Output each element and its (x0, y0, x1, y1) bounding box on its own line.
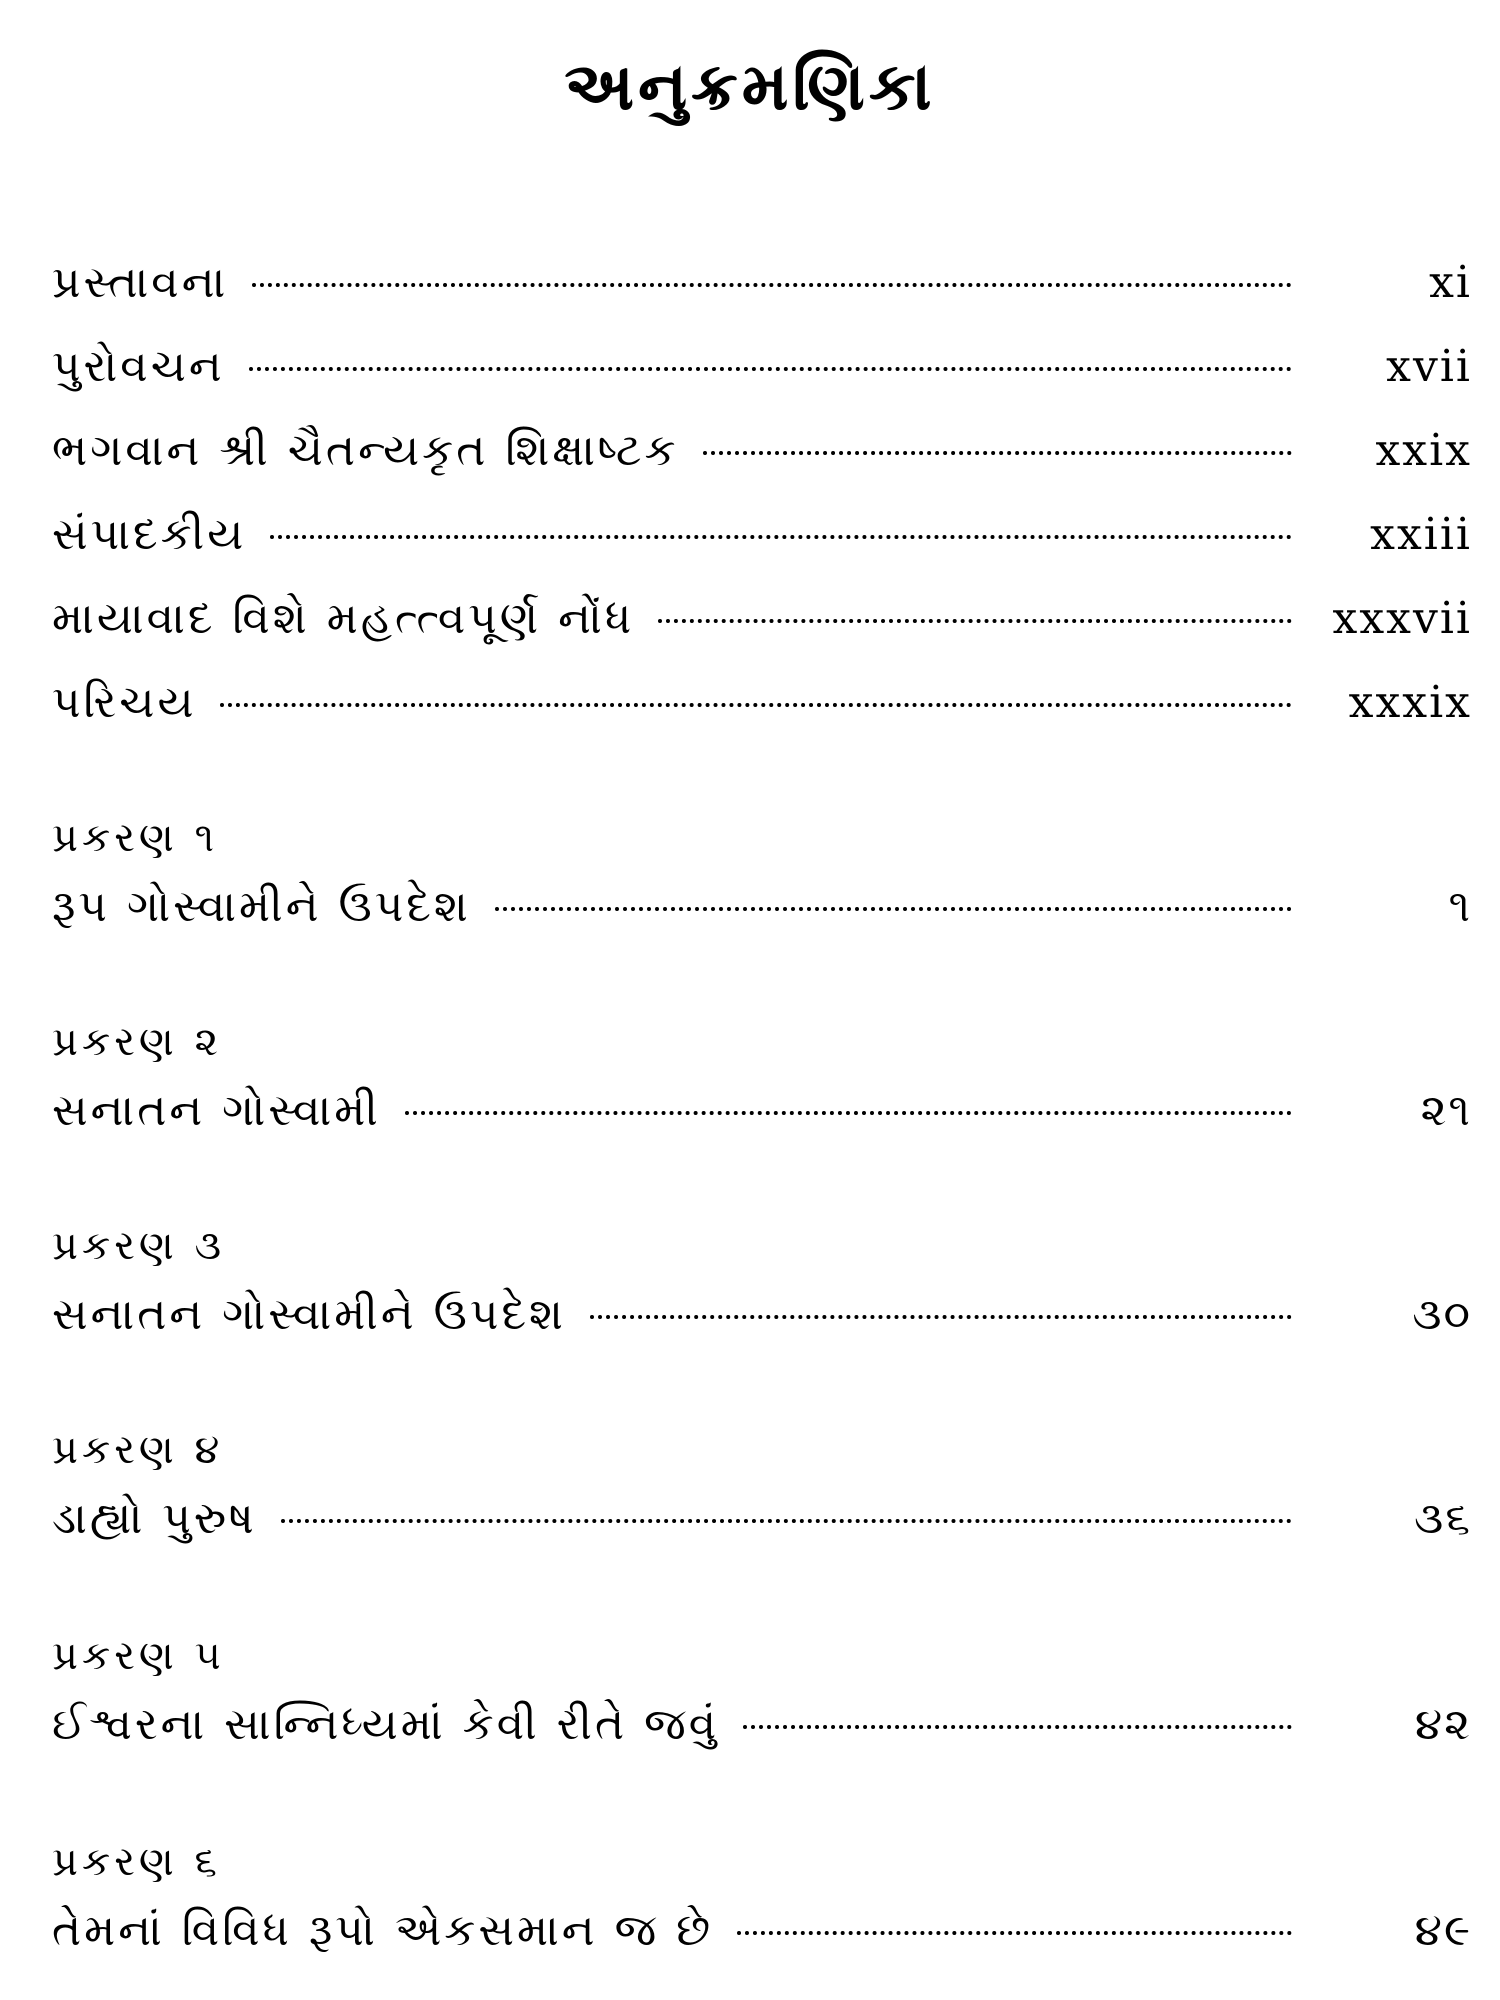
dot-leader (220, 703, 1292, 707)
dot-leader (281, 1519, 1292, 1523)
toc-entry-label: પ્રસ્તાવના (52, 257, 229, 308)
toc-entry-page: ૪૨ (1414, 1699, 1472, 1750)
dot-leader (249, 367, 1292, 371)
toc-entry-page: xxiii (1370, 509, 1472, 560)
toc-entry-page: ૨૧ (1420, 1085, 1472, 1136)
toc-entry[interactable] (52, 872, 1472, 942)
toc-entry[interactable] (52, 584, 1472, 654)
chapter-heading: પ્રકરણ ૧ (52, 815, 219, 861)
toc-entry[interactable] (52, 1896, 1472, 1966)
dot-leader (270, 535, 1292, 539)
dot-leader (252, 283, 1292, 287)
toc-entry-label: રૂપ ગોસ્વામીને ઉપદેશ (52, 881, 471, 932)
toc-entry[interactable] (52, 1690, 1472, 1760)
toc-entry[interactable] (52, 1280, 1472, 1350)
toc-entry[interactable] (52, 668, 1472, 738)
toc-entry-label: પરિચય (52, 677, 197, 728)
chapter-heading: પ્રકરણ ૬ (52, 1839, 221, 1885)
toc-entry-page: xxxvii (1332, 593, 1472, 644)
toc-entry[interactable] (52, 500, 1472, 570)
toc-entry[interactable] (52, 416, 1472, 486)
toc-entry-label: પુરોવચન (52, 341, 225, 392)
toc-entry[interactable] (52, 1484, 1472, 1554)
dot-leader (405, 1111, 1292, 1115)
toc-entry-label: સનાતન ગોસ્વામી (52, 1085, 381, 1136)
chapter-heading: પ્રકરણ ૫ (52, 1633, 225, 1679)
toc-entry-page: ૩૬ (1414, 1493, 1472, 1544)
dot-leader (658, 619, 1292, 623)
toc-entry-label: ઈશ્વરના સાન્નિધ્યમાં કેવી રીતે જવું (52, 1699, 720, 1750)
toc-entry-page: xxix (1375, 425, 1472, 476)
dot-leader (703, 451, 1292, 455)
toc-entry[interactable] (52, 1076, 1472, 1146)
toc-entry-label: ડાહ્યો પુરુષ (52, 1493, 257, 1544)
toc-entry-label: તેમનાં વિવિધ રૂપો એકસમાન જ છે (52, 1905, 714, 1956)
toc-entry-label: માયાવાદ વિશે મહત્ત્વપૂર્ણ નોંધ (52, 593, 635, 644)
toc-entry[interactable] (52, 248, 1472, 318)
toc-entry-page: xi (1429, 257, 1472, 308)
toc-entry-page: ૧ (1448, 881, 1472, 932)
toc-entry-label: ભગવાન શ્રી ચૈતન્યકૃત શિક્ષાષ્ટક (52, 425, 679, 476)
toc-entry-label: સનાતન ગોસ્વામીને ઉપદેશ (52, 1289, 566, 1340)
chapter-heading: પ્રકરણ ૪ (52, 1427, 224, 1473)
chapter-heading: પ્રકરણ ૨ (52, 1019, 222, 1065)
dot-leader (590, 1315, 1292, 1319)
page-title: અનુક્રમણિકા (564, 48, 936, 125)
toc-entry-page: xvii (1386, 341, 1472, 392)
dot-leader (495, 907, 1292, 911)
toc-entry-page: ૩૦ (1412, 1289, 1472, 1340)
toc-entry-label: સંપાદકીય (52, 509, 247, 560)
chapter-heading: પ્રકરણ ૩ (52, 1223, 226, 1269)
dot-leader (737, 1931, 1292, 1935)
toc-entry[interactable] (52, 332, 1472, 402)
dot-leader (743, 1725, 1292, 1729)
toc-entry-page: ૪૯ (1414, 1905, 1472, 1956)
toc-entry-page: xxxix (1348, 677, 1472, 728)
